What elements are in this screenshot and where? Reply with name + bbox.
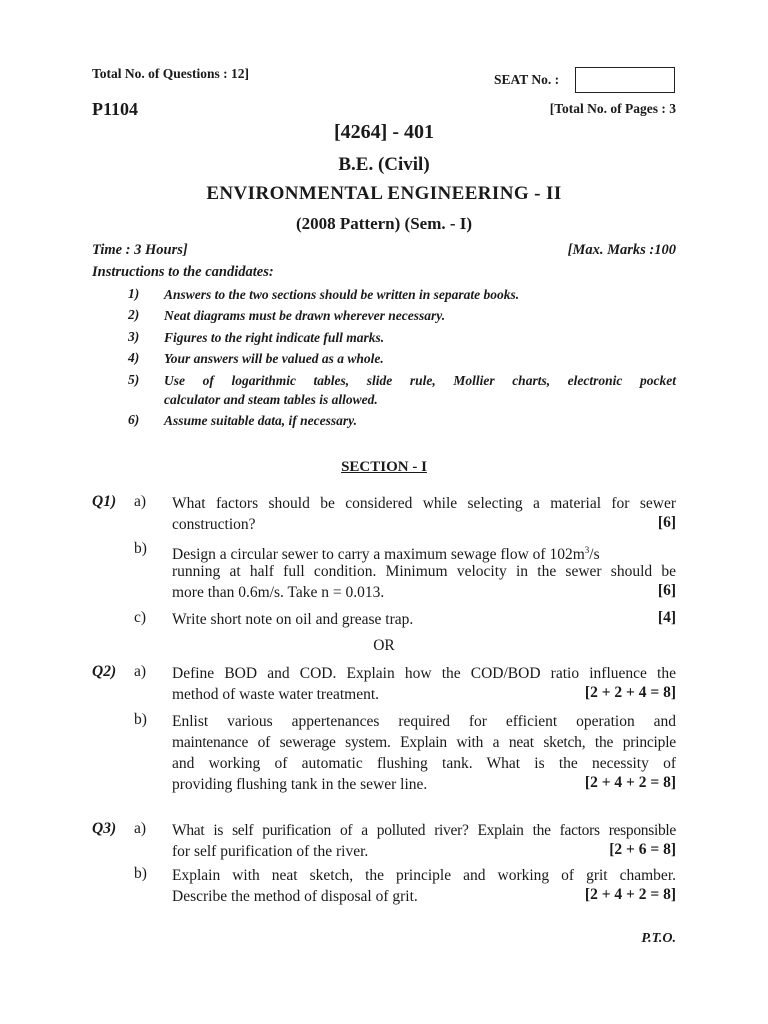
total-questions: Total No. of Questions : 12]	[92, 66, 250, 81]
instruction-text: Answers to the two sections should be written in separate books.	[164, 287, 520, 302]
instruction-text: Your answers will be valued as a whole.	[164, 351, 384, 366]
instruction-text: Use of logarithmic tables, slide rule, Mollier charts, electronic pocket	[164, 373, 676, 388]
instruction-text: Assume suitable data, if necessary.	[164, 413, 358, 428]
question-text: What is self purification of a polluted river? Explain the factors responsible	[172, 822, 676, 839]
instruction-number: 6)	[128, 412, 140, 427]
question-text: Write short note on oil and grease trap.	[172, 611, 414, 628]
instruction-number: 2)	[128, 307, 140, 322]
question-number: Q1)	[92, 493, 117, 510]
instruction-number: 5)	[128, 372, 140, 387]
question-text-cont: running at half full condition. Minimum velocity in the sewer should be	[172, 563, 676, 580]
seat-no-box[interactable]	[575, 67, 675, 93]
paper-code: P1104	[92, 99, 139, 119]
part-label: b)	[134, 711, 147, 728]
question-text: What factors should be considered while selecting a material for sewer	[172, 495, 676, 512]
question-text-cont: for self purification of the river.	[172, 843, 369, 860]
marks: [6]	[657, 514, 676, 531]
instruction-text: Figures to the right indicate full marks.	[164, 330, 385, 345]
question-text: Define BOD and COD. Explain how the COD/BOD ratio influence the	[172, 665, 676, 682]
seat-no-label: SEAT No. :	[494, 72, 560, 87]
or-separator: OR	[373, 637, 395, 654]
instruction-text-cont: calculator and steam tables is allowed.	[164, 392, 378, 407]
question-text-cont: more than 0.6m/s. Take n = 0.013.	[172, 584, 385, 601]
question-text-cont: Describe the method of disposal of grit.	[172, 888, 418, 905]
part-label: a)	[134, 493, 147, 510]
pattern-semester: (2008 Pattern) (Sem. - I)	[295, 214, 473, 233]
superscript: 3	[584, 545, 590, 555]
marks: [2 + 6 = 8]	[609, 841, 676, 858]
question-text-cont: maintenance of sewerage system. Explain with a neat sketch, the principle	[172, 734, 676, 751]
section-title: SECTION - I	[341, 459, 427, 475]
part-label: a)	[134, 663, 147, 680]
degree-title: B.E. (Civil)	[338, 154, 430, 175]
question-text-cont: and working of automatic flushing tank. What is the necessity of	[172, 755, 676, 772]
marks: [2 + 4 + 2 = 8]	[584, 886, 676, 903]
part-label: c)	[134, 609, 147, 626]
question-text-part: /s	[589, 546, 600, 564]
marks: [2 + 2 + 4 = 8]	[584, 684, 676, 701]
instruction-number: 4)	[128, 350, 140, 365]
exam-code: [4264] - 401	[334, 121, 434, 143]
instruction-text: Neat diagrams must be drawn wherever necessary.	[164, 308, 446, 323]
instruction-number: 1)	[128, 286, 140, 301]
marks: [2 + 4 + 2 = 8]	[584, 774, 676, 791]
marks: [6]	[657, 582, 676, 599]
part-label: b)	[134, 865, 147, 882]
time-allowed: Time : 3 Hours]	[92, 242, 188, 258]
instruction-number: 3)	[128, 329, 140, 344]
question-text-part: Design a circular sewer to carry a maximum sewage flow of 102m	[172, 546, 585, 564]
question-text-cont: method of waste water treatment.	[172, 686, 380, 703]
question-number: Q2)	[92, 663, 117, 680]
max-marks: [Max. Marks :100	[567, 242, 676, 258]
page-turn-over: P.T.O.	[641, 931, 676, 946]
question-text: Enlist various appertenances required for efficient operation and	[172, 713, 676, 730]
subject-title: ENVIRONMENTAL ENGINEERING - II	[206, 183, 562, 204]
marks: [4]	[657, 609, 676, 626]
part-label: a)	[134, 820, 147, 837]
total-pages: [Total No. of Pages : 3	[549, 101, 676, 116]
question-text-cont: providing flushing tank in the sewer line.	[172, 776, 428, 793]
instructions-heading: Instructions to the candidates:	[92, 264, 274, 280]
question-text: Explain with neat sketch, the principle and working of grit chamber.	[172, 867, 676, 884]
question-text-cont: construction?	[172, 516, 256, 533]
question-number: Q3)	[92, 820, 117, 837]
part-label: b)	[134, 540, 147, 557]
